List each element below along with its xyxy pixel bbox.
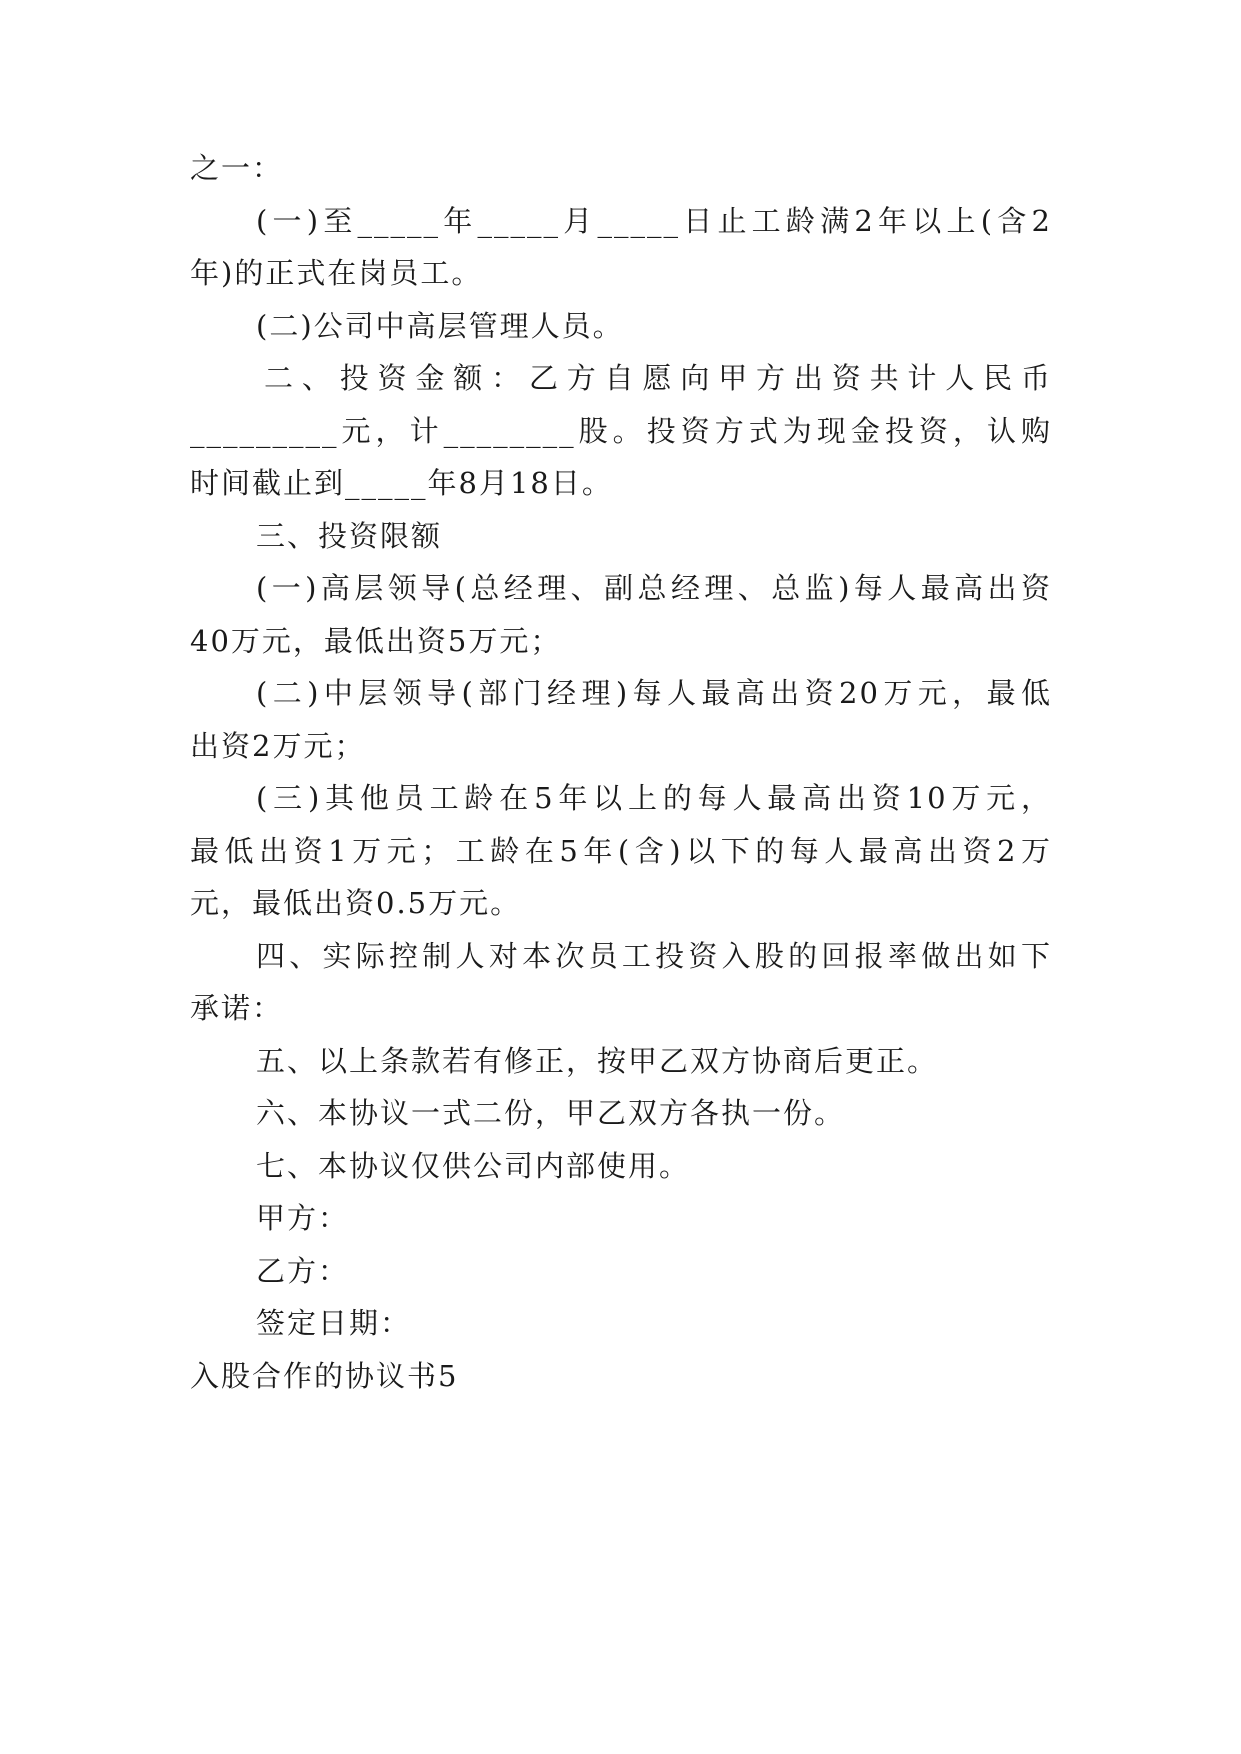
next-document-title: 入股合作的协议书5 (190, 1359, 459, 1393)
text-line: 六、本协议一式二份，甲乙双方各执一份。 (256, 1096, 846, 1130)
section-heading: 三、投资限额 (256, 519, 443, 553)
text-line: 出资2万元； (190, 729, 366, 763)
text-line: 之一： (190, 151, 284, 185)
text-line: (一)至_____年_____月_____日止工龄满2年以上(含2 (256, 204, 1052, 238)
text-line: 承诺： (190, 991, 284, 1025)
text-line: 元，最低出资0.5万元。 (190, 886, 522, 920)
text-line: 七、本协议仅供公司内部使用。 (256, 1149, 691, 1183)
party-b-label: 乙方： (256, 1254, 350, 1288)
text-line: (一)高层领导(总经理、副总经理、总监)每人最高出资 (256, 571, 1052, 605)
text-line: (三)其他员工龄在5年以上的每人最高出资10万元， (256, 781, 1052, 815)
text-line: 四、实际控制人对本次员工投资入股的回报率做出如下 (256, 939, 1052, 973)
text-line: 40万元，最低出资5万元； (190, 624, 562, 658)
text-line: (二)中层领导(部门经理)每人最高出资20万元，最低 (256, 676, 1052, 710)
text-line: 二、投资金额：乙方自愿向甲方出资共计人民币 (264, 361, 1052, 395)
text-line: 年)的正式在岗员工。 (190, 256, 483, 290)
text-line: _________元，计________股。投资方式为现金投资，认购 (190, 414, 1052, 448)
text-line: 五、以上条款若有修正，按甲乙双方协商后更正。 (256, 1044, 939, 1078)
text-line: (二)公司中高层管理人员。 (256, 309, 624, 343)
text-line: 时间截止到_____年8月18日。 (190, 466, 613, 500)
signing-date-label: 签定日期： (256, 1306, 412, 1340)
party-a-label: 甲方： (256, 1201, 350, 1235)
text-line: 最低出资1万元；工龄在5年(含)以下的每人最高出资2万 (190, 834, 1052, 868)
